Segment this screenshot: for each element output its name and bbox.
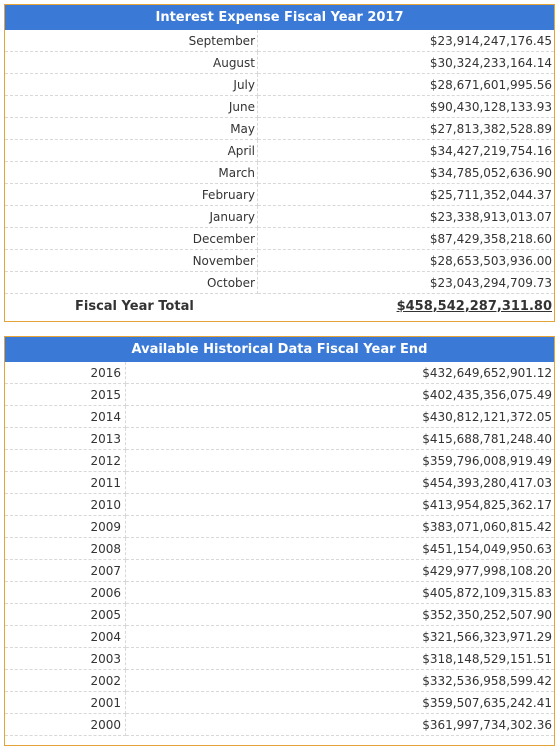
row-value: $90,430,128,133.93	[258, 96, 555, 118]
row-value: $25,711,352,044.37	[258, 184, 555, 206]
table-row	[5, 74, 554, 96]
row-value: $451,154,049,950.63	[126, 538, 555, 560]
row-label: 2013	[5, 428, 126, 450]
table-row	[5, 428, 554, 450]
table-row	[5, 538, 554, 560]
row-label: September	[5, 30, 258, 52]
row-value: $30,324,233,164.14	[258, 52, 555, 74]
row-label: 2000	[5, 714, 126, 736]
table-row	[5, 184, 554, 206]
table-row	[5, 472, 554, 494]
table-row	[5, 30, 554, 52]
table-row	[5, 648, 554, 670]
row-label: March	[5, 162, 258, 184]
row-value: $352,350,252,507.90	[126, 604, 555, 626]
row-value: $34,785,052,636.90	[258, 162, 555, 184]
row-value: $413,954,825,362.17	[126, 494, 555, 516]
row-label: 2006	[5, 582, 126, 604]
row-label: May	[5, 118, 258, 140]
row-label: April	[5, 140, 258, 162]
table-row	[5, 626, 554, 648]
row-label: 2004	[5, 626, 126, 648]
row-label: 2001	[5, 692, 126, 714]
table-row	[5, 140, 554, 162]
historical-data-panel	[4, 336, 555, 746]
table-row	[5, 494, 554, 516]
fiscal-year-total-row	[5, 294, 554, 319]
row-label: June	[5, 96, 258, 118]
row-label: December	[5, 228, 258, 250]
table-row	[5, 516, 554, 538]
row-label: 2016	[5, 362, 126, 384]
row-value: $28,653,503,936.00	[258, 250, 555, 272]
row-value: $402,435,356,075.49	[126, 384, 555, 406]
row-label: 2010	[5, 494, 126, 516]
row-value: $405,872,109,315.83	[126, 582, 555, 604]
table-row	[5, 228, 554, 250]
row-label: August	[5, 52, 258, 74]
row-value: $23,914,247,176.45	[258, 30, 555, 52]
row-value: $415,688,781,248.40	[126, 428, 555, 450]
total-label: Fiscal Year Total	[75, 298, 194, 314]
row-value: $321,566,323,971.29	[126, 626, 555, 648]
historical-table	[5, 362, 554, 736]
historical-table-title: Available Historical Data Fiscal Year End	[5, 337, 554, 362]
row-value: $359,796,008,919.49	[126, 450, 555, 472]
table-row	[5, 384, 554, 406]
row-label: 2007	[5, 560, 126, 582]
row-label: 2012	[5, 450, 126, 472]
row-value: $454,393,280,417.03	[126, 472, 555, 494]
table-row	[5, 118, 554, 140]
row-label: 2002	[5, 670, 126, 692]
table-row	[5, 162, 554, 184]
row-value: $23,338,913,013.07	[258, 206, 555, 228]
table-row	[5, 250, 554, 272]
row-value: $28,671,601,995.56	[258, 74, 555, 96]
row-label: October	[5, 272, 258, 294]
row-value: $361,997,734,302.36	[126, 714, 555, 736]
monthly-table	[5, 30, 554, 318]
row-value: $34,427,219,754.16	[258, 140, 555, 162]
row-value: $429,977,998,108.20	[126, 560, 555, 582]
table-row	[5, 670, 554, 692]
monthly-table-title: Interest Expense Fiscal Year 2017	[5, 5, 554, 30]
row-label: 2003	[5, 648, 126, 670]
row-label: 2009	[5, 516, 126, 538]
row-label: February	[5, 184, 258, 206]
row-value: $359,507,635,242.41	[126, 692, 555, 714]
table-row	[5, 362, 554, 384]
row-label: July	[5, 74, 258, 96]
row-value: $87,429,358,218.60	[258, 228, 555, 250]
table-row	[5, 692, 554, 714]
row-value: $383,071,060,815.42	[126, 516, 555, 538]
total-value: $458,542,287,311.80	[396, 298, 552, 314]
row-label: 2008	[5, 538, 126, 560]
row-label: 2011	[5, 472, 126, 494]
row-label: January	[5, 206, 258, 228]
table-row	[5, 582, 554, 604]
table-row	[5, 560, 554, 582]
row-value: $430,812,121,372.05	[126, 406, 555, 428]
row-label: 2005	[5, 604, 126, 626]
row-value: $23,043,294,709.73	[258, 272, 555, 294]
monthly-interest-panel	[4, 4, 555, 322]
row-value: $27,813,382,528.89	[258, 118, 555, 140]
table-row	[5, 96, 554, 118]
row-label: 2014	[5, 406, 126, 428]
row-value: $332,536,958,599.42	[126, 670, 555, 692]
row-value: $432,649,652,901.12	[126, 362, 555, 384]
table-row	[5, 52, 554, 74]
table-row	[5, 406, 554, 428]
table-row	[5, 714, 554, 736]
table-row	[5, 450, 554, 472]
table-row	[5, 272, 554, 294]
table-row	[5, 604, 554, 626]
row-label: 2015	[5, 384, 126, 406]
row-value: $318,148,529,151.51	[126, 648, 555, 670]
table-row	[5, 206, 554, 228]
row-label: November	[5, 250, 258, 272]
